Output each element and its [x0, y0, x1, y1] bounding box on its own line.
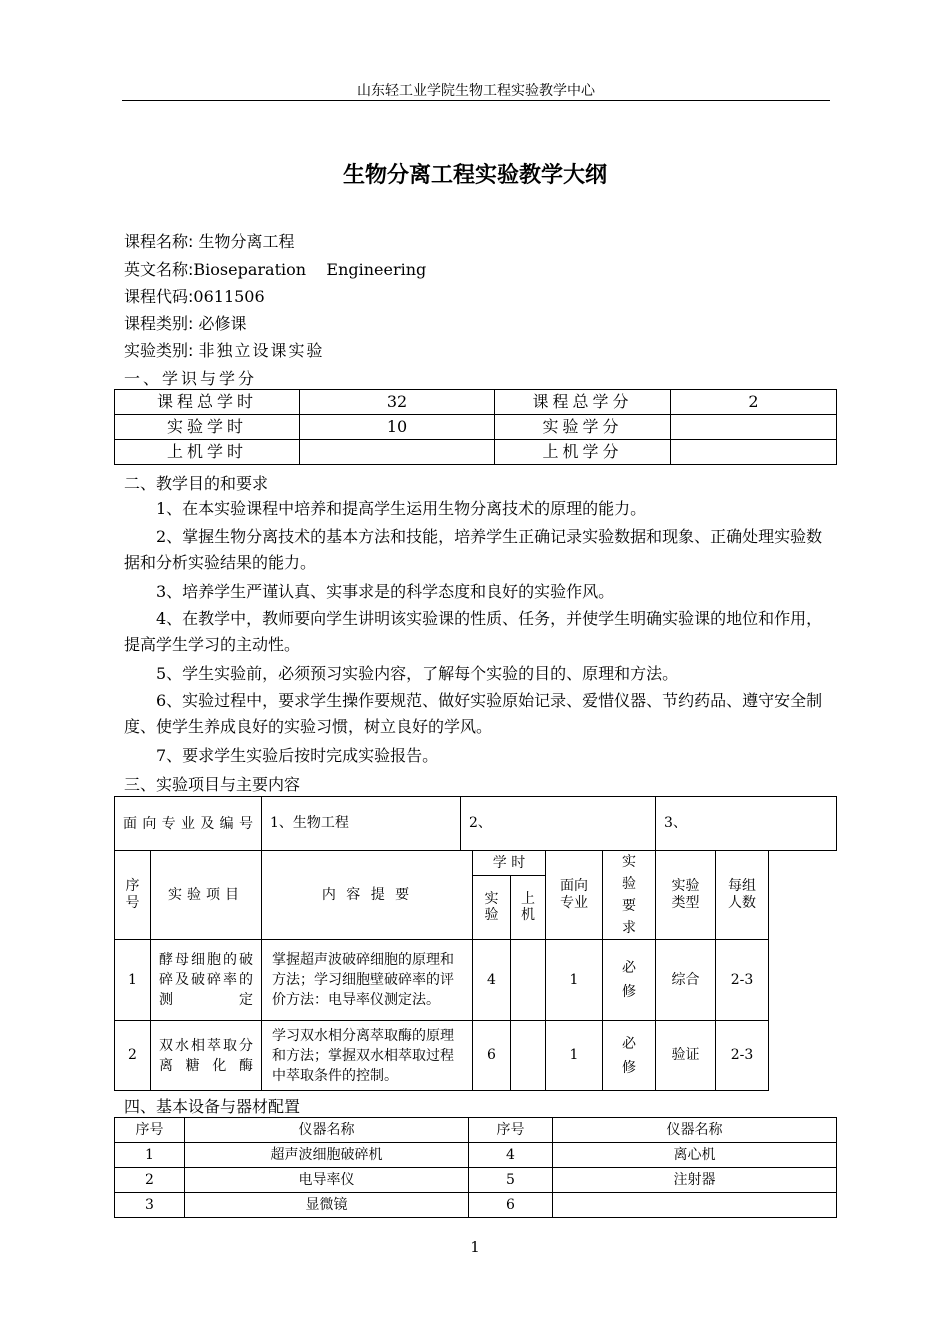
lab-category-line: [124, 338, 325, 361]
course-category-value: 必修课: [198, 314, 247, 333]
col-hours-header: 学 时: [473, 851, 546, 876]
col-major-header: 面向专业: [546, 851, 603, 940]
objective-7: 7、要求学生实验后按时完成实验报告。: [156, 746, 439, 765]
row1-seq: 1: [115, 940, 151, 1021]
objective-5: 5、学生实验前，必须预习实验内容，了解每个实验的目的、原理和方法。: [156, 664, 679, 683]
lab-hours-value: 10: [300, 415, 495, 440]
equip-seq: 3: [115, 1193, 185, 1218]
total-credits-value: 2: [671, 390, 837, 415]
total-hours-label: 课程总学时: [115, 390, 300, 415]
equip-name: [553, 1193, 837, 1218]
course-code-label: 课程代码:: [124, 287, 194, 306]
col-item-header: 实验项目: [151, 851, 262, 940]
row1-lab-hours: 4: [473, 940, 511, 1021]
section-credits-heading: 一、学识与学分: [124, 369, 258, 388]
major-1: 1、生物工程: [262, 797, 461, 851]
row1-content: 掌握超声波破碎细胞的原理和方法；学习细胞壁破碎率的评价方法：电导率仪测定法。: [262, 940, 473, 1021]
course-category-label: 课程类别:: [124, 314, 194, 333]
section-equipment-heading: 四、基本设备与器材配置: [124, 1097, 301, 1116]
course-name-value: 生物分离工程: [198, 232, 295, 251]
computer-hours-label: 上机学时: [115, 440, 300, 465]
row1-item: 酵母细胞的破碎及破碎率的测定: [151, 940, 262, 1021]
equip-name-header-1: 仪器名称: [185, 1118, 469, 1143]
row1-major: 1: [546, 940, 603, 1021]
row1-group: 2-3: [716, 940, 769, 1021]
computer-credits-value: [671, 440, 837, 465]
objective-1: 1、在本实验课程中培养和提高学生运用生物分离技术的原理的能力。: [156, 499, 647, 518]
english-name-value: Bioseparation Engineering: [193, 260, 427, 279]
course-name-line: [124, 229, 295, 252]
table-row: [115, 1143, 837, 1168]
objective-4: 4、在教学中，教师要向学生讲明该实验课的性质、任务，并使学生明确实验课的地位和作用，提高学生学习的主动性。: [124, 609, 823, 654]
objective-6: 6、实验过程中，要求学生操作要规范、做好实验原始记录、爱惜仪器、节约药品、遵守安全制度、使学生养成良好的实验习惯，树立良好的学风。: [124, 691, 823, 736]
computer-credits-label: 上机学分: [495, 440, 671, 465]
header-rule: [122, 100, 830, 101]
major-3: 3、: [656, 797, 837, 851]
english-name-line: [124, 257, 426, 280]
row2-major: 1: [546, 1021, 603, 1091]
lab-credits-value: [671, 415, 837, 440]
table-row: [115, 1168, 837, 1193]
equip-name: 电导率仪: [185, 1168, 469, 1193]
document-title: 生物分离工程实验教学大纲: [342, 163, 607, 188]
table-row: [115, 1021, 837, 1091]
projects-table: [114, 796, 837, 1091]
course-code-value: 0611506: [193, 287, 265, 306]
equip-seq-header-1: 序号: [115, 1118, 185, 1143]
section-projects-heading: 三、实验项目与主要内容: [124, 775, 301, 794]
major-label: 面向专业及编号: [115, 797, 262, 851]
equip-name: 注射器: [553, 1168, 837, 1193]
lab-category-label: 实验类别:: [124, 341, 194, 360]
equip-seq-header-2: 序号: [469, 1118, 553, 1143]
major-2: 2、: [461, 797, 656, 851]
section-objectives-heading: 二、教学目的和要求: [124, 474, 269, 493]
table-row: [115, 940, 837, 1021]
row2-lab-hours: 6: [473, 1021, 511, 1091]
col-seq-header: 序号: [115, 851, 151, 940]
equip-seq: 6: [469, 1193, 553, 1218]
equipment-table: [114, 1117, 837, 1218]
row2-content: 学习双水相分离萃取酶的原理和方法；掌握双水相萃取过程中萃取条件的控制。: [262, 1021, 473, 1091]
col-req-header: 实验要求: [603, 851, 656, 940]
course-code-line: [124, 284, 265, 307]
equip-seq: 4: [469, 1143, 553, 1168]
equip-seq: 1: [115, 1143, 185, 1168]
row1-computer-hours: [511, 940, 546, 1021]
col-computer-header: 上机: [511, 875, 546, 939]
equip-name: 离心机: [553, 1143, 837, 1168]
page-number: 1: [470, 1238, 480, 1256]
course-category-line: [124, 311, 247, 334]
total-hours-value: 32: [300, 390, 495, 415]
english-name-label: 英文名称:: [124, 260, 194, 279]
equip-seq: 2: [115, 1168, 185, 1193]
lab-credits-label: 实验学分: [495, 415, 671, 440]
row2-type: 验证: [656, 1021, 716, 1091]
lab-hours-label: 实验学时: [115, 415, 300, 440]
equip-name: 超声波细胞破碎机: [185, 1143, 469, 1168]
lab-category-value: 非独立设课实验: [198, 341, 325, 360]
row1-type: 综合: [656, 940, 716, 1021]
col-group-header: 每组人数: [716, 851, 769, 940]
table-row: [115, 1193, 837, 1218]
col-lab-header: 实验: [473, 875, 511, 939]
computer-hours-value: [300, 440, 495, 465]
row2-requirement: 必修: [603, 1021, 656, 1091]
row2-seq: 2: [115, 1021, 151, 1091]
equip-seq: 5: [469, 1168, 553, 1193]
objective-3: 3、培养学生严谨认真、实事求是的科学态度和良好的实验作风。: [156, 582, 615, 601]
credits-table: [114, 389, 837, 465]
col-content-header: 内 容 提 要: [262, 851, 473, 940]
equip-name-header-2: 仪器名称: [553, 1118, 837, 1143]
row2-computer-hours: [511, 1021, 546, 1091]
total-credits-label: 课程总学分: [495, 390, 671, 415]
row1-requirement: 必修: [603, 940, 656, 1021]
col-type-header: 实验类型: [656, 851, 716, 940]
equip-name: 显微镜: [185, 1193, 469, 1218]
course-name-label: 课程名称:: [124, 232, 194, 251]
objective-2: 2、掌握生物分离技术的基本方法和技能，培养学生正确记录实验数据和现象、正确处理实验数据和分析实验结果的能力。: [124, 527, 823, 572]
row2-group: 2-3: [716, 1021, 769, 1091]
page-header: 山东轻工业学院生物工程实验教学中心: [357, 83, 595, 99]
row2-item: 双水相萃取分离糖化酶: [151, 1021, 262, 1091]
